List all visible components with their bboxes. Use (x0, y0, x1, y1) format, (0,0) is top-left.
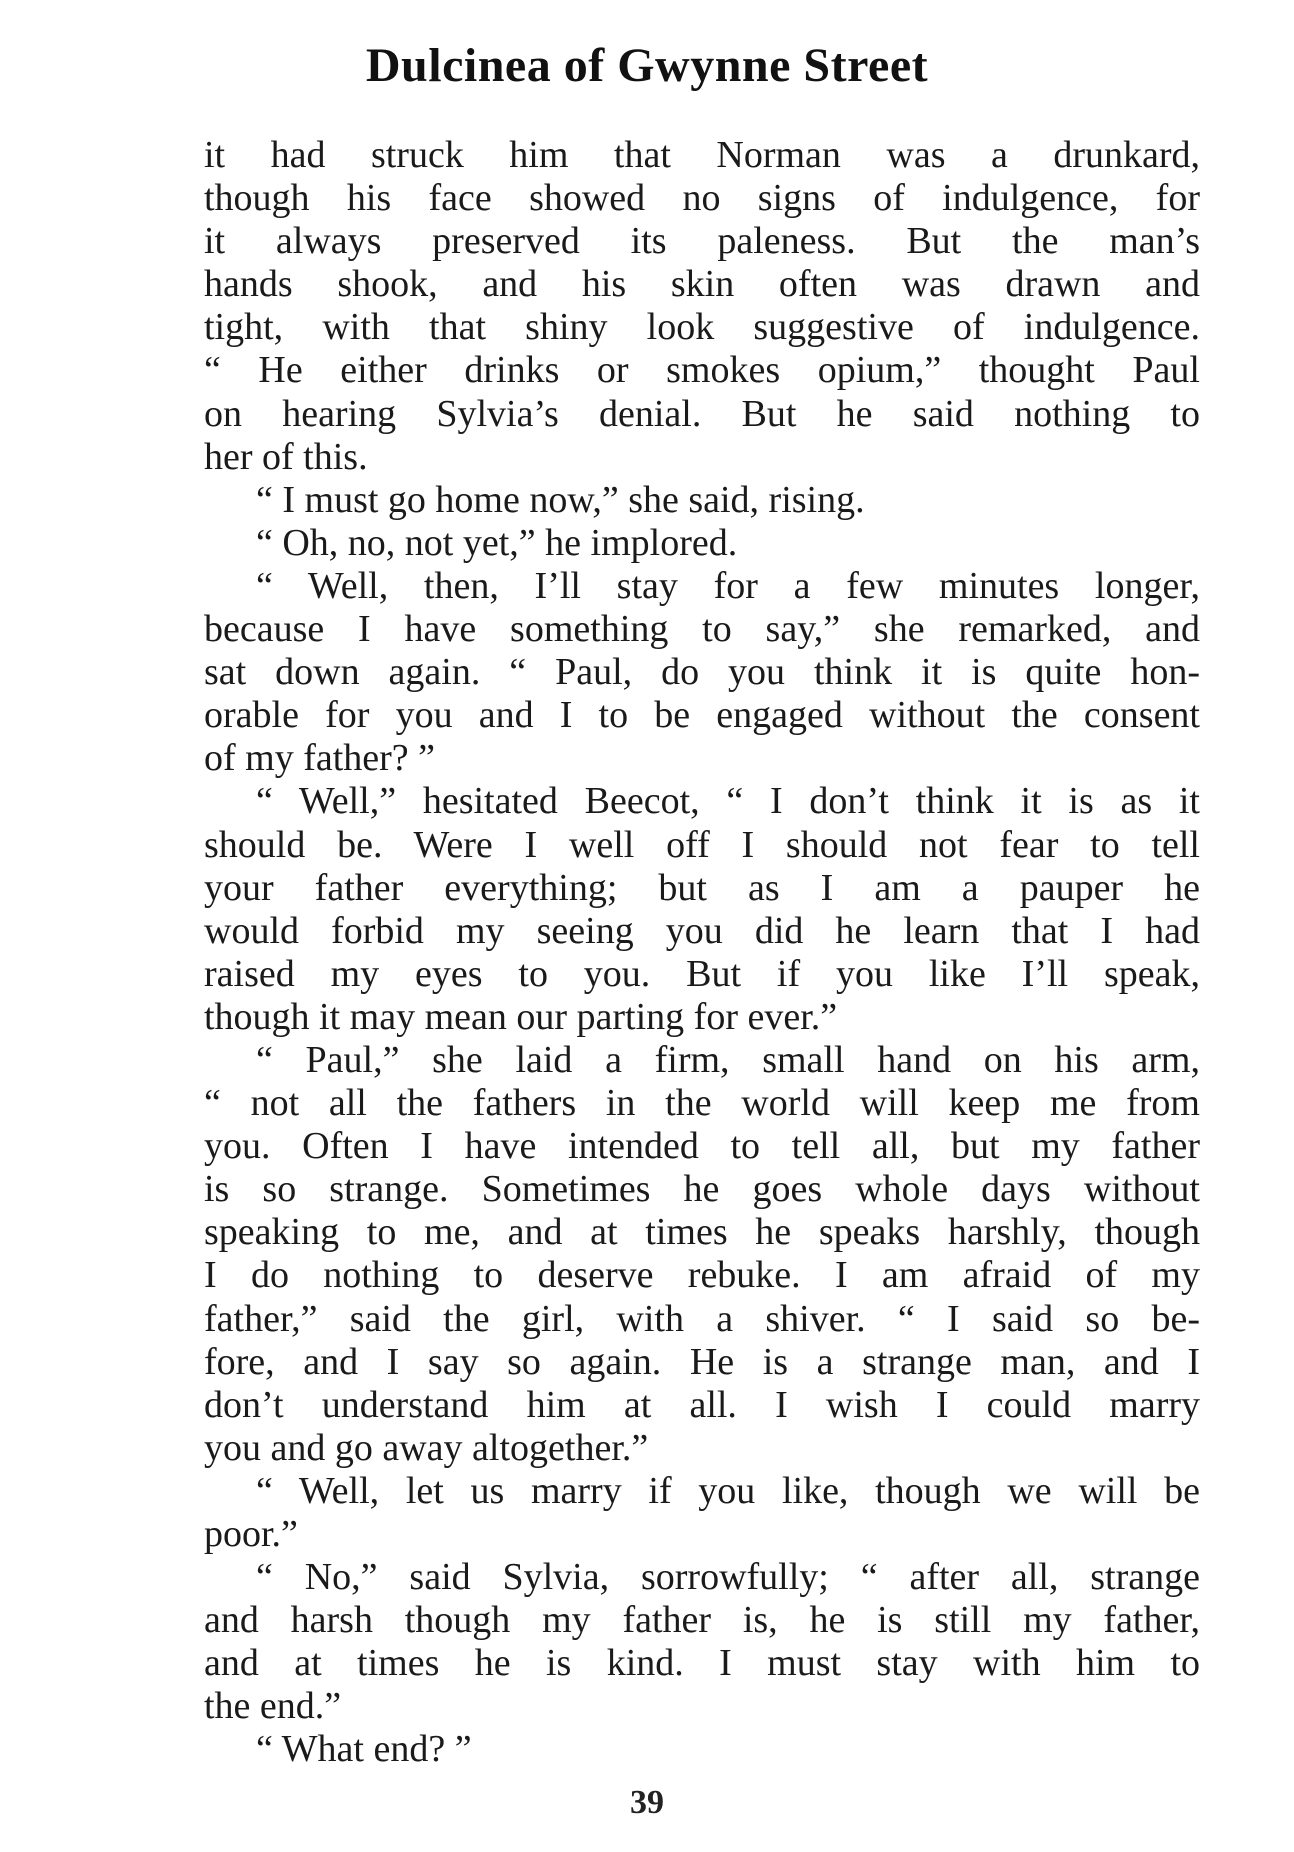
text-line: “ What end? ” (256, 1728, 472, 1771)
text-line: “ Well, then, I’ll stay for a few minutes longer, (256, 564, 1200, 607)
text-line: “ I must go home now,” she said, rising. (256, 478, 865, 521)
text-line: raised my eyes to you. But if you like I’ll speak, (204, 952, 1200, 995)
text-line: would forbid my seeing you did he learn that I had (204, 909, 1200, 952)
text-line: “ He either drinks or smokes opium,” thought Paul (204, 349, 1200, 392)
text-line: though it may mean our parting for ever.” (204, 995, 838, 1038)
text-line: her of this. (204, 435, 368, 478)
text-line: I do nothing to deserve rebuke. I am afraid of my (204, 1254, 1200, 1297)
text-line: it had struck him that Norman was a drunkard, (204, 134, 1200, 176)
text-line: father,” said the girl, with a shiver. “ I said so be- (204, 1297, 1200, 1340)
text-line: orable for you and I to be engaged without the consent (204, 694, 1200, 737)
text-line: “ No,” said Sylvia, sorrowfully; “ after all, strange (256, 1556, 1200, 1599)
text-line: though his face showed no signs of indulgence, for (204, 177, 1200, 220)
text-line: hands shook, and his skin often was drawn and (204, 263, 1200, 306)
text-line: “ Well, let us marry if you like, though we will be (256, 1469, 1200, 1512)
text-line: is so strange. Sometimes he goes whole days without (204, 1168, 1200, 1211)
text-line: speaking to me, and at times he speaks harshly, though (204, 1211, 1200, 1254)
text-line: “ Paul,” she laid a firm, small hand on his arm, (256, 1038, 1200, 1081)
text-line: because I have something to say,” she remarked, and (204, 608, 1200, 651)
text-line: of my father? ” (204, 737, 436, 780)
text-line: “ Well,” hesitated Beecot, “ I don’t think it is as it (256, 780, 1200, 823)
page-number: 39 (630, 1784, 664, 1821)
text-line: and at times he is kind. I must stay with him to (204, 1642, 1200, 1685)
text-line: you and go away altogether.” (204, 1426, 649, 1469)
text-line: don’t understand him at all. I wish I could marry (204, 1383, 1200, 1426)
text-line: fore, and I say so again. He is a strange man, and I (204, 1340, 1200, 1383)
text-line: “ not all the fathers in the world will keep me from (204, 1082, 1200, 1125)
text-line: the end.” (204, 1685, 342, 1728)
text-line: should be. Were I well off I should not fear to tell (204, 823, 1200, 866)
body-text (204, 134, 1200, 1772)
text-line: and harsh though my father is, he is still my father, (204, 1599, 1200, 1642)
text-line: sat down again. “ Paul, do you think it is quite hon- (204, 651, 1200, 694)
text-line: poor.” (204, 1513, 298, 1555)
text-line: tight, with that shiny look suggestive of indulgence. (204, 306, 1200, 349)
text-line: on hearing Sylvia’s denial. But he said nothing to (204, 392, 1200, 435)
running-head: Dulcinea of Gwynne Street (365, 39, 929, 92)
text-line: your father everything; but as I am a pauper he (204, 866, 1200, 909)
text-line: it always preserved its paleness. But the man’s (204, 220, 1200, 263)
text-line: you. Often I have intended to tell all, but my father (204, 1125, 1200, 1168)
text-line: “ Oh, no, not yet,” he implored. (256, 521, 738, 564)
